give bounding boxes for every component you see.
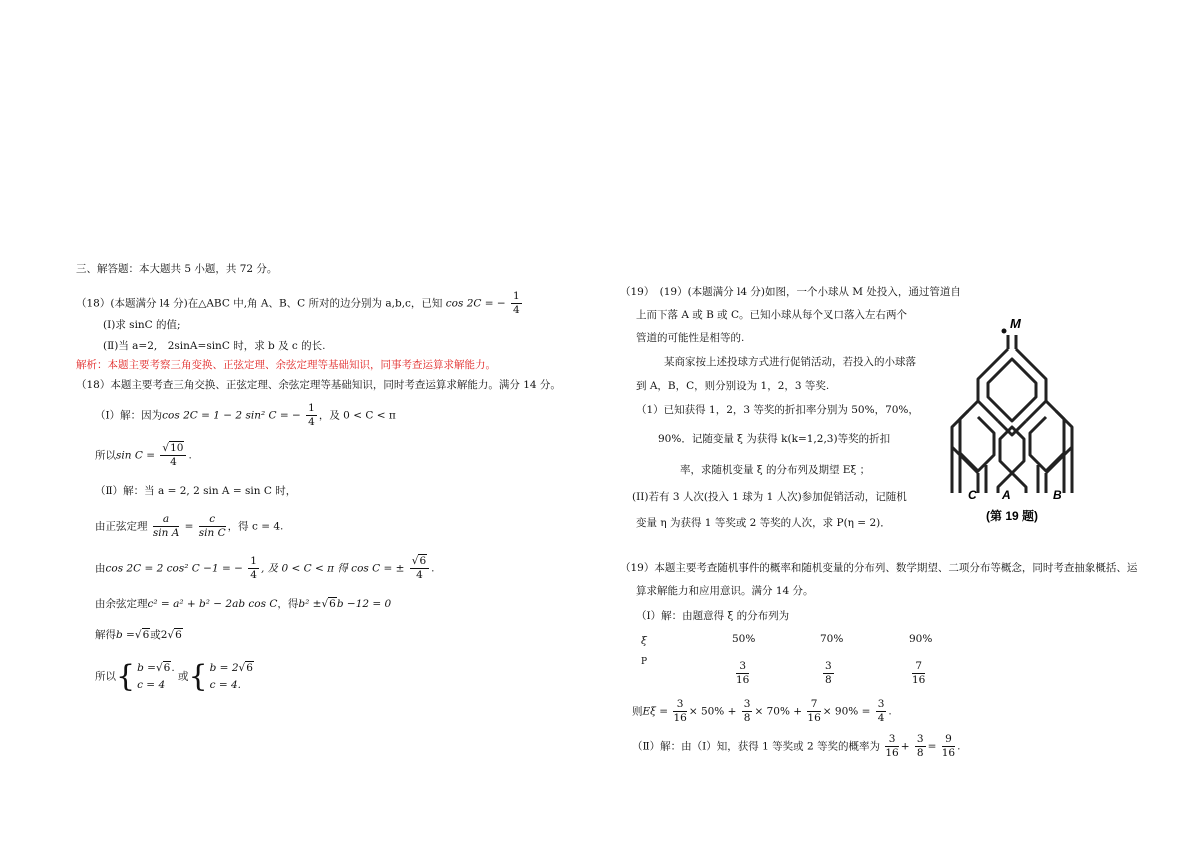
q19-line8: 率，求随机变量 ξ 的分布列及期望 Eξ ； xyxy=(680,464,871,476)
fraction: $\frac{1}{4}$ xyxy=(513,290,520,316)
q18-intro: （18）(本题满分 l4 分)在△ABC 中,角 A、B、C 所对的边分别为 a,b,c，已知 cos 2C = − $\frac{1}{4}$ xyxy=(76,290,520,316)
pipe-figure xyxy=(938,315,1090,530)
table-prob: $\frac{3}{8}$ xyxy=(825,660,832,686)
q19-solution-part1: （Ⅰ）解：由题意得 ξ 的分布列为 xyxy=(636,610,790,622)
svg-text:(第 19 题): (第 19 题) xyxy=(986,509,1039,523)
q18-step5: 由cos 2C = 2 cos² C −1 = − $\frac{1}{4}$ , 及 0 < C < π 得 cos C = ± $\frac{√6}{4}$ . xyxy=(95,555,435,581)
table-value: 50% xyxy=(732,633,756,645)
svg-text:B: B xyxy=(1053,488,1062,502)
q18-step7: 解得b =√6或2√6 xyxy=(95,629,182,641)
q19-line5: 到 A，B，C，则分别设为 1，2，3 等奖. xyxy=(636,380,830,392)
q18-step3: （Ⅱ）解：当 a = 2, 2 sin A = sin C 时， xyxy=(95,485,297,497)
table-value: 90% xyxy=(909,633,933,645)
q18-step6: 由余弦定理c² = a² + b² − 2ab cos C，得b² ±√6b −12 = 0 xyxy=(95,598,392,610)
svg-text:A: A xyxy=(1002,488,1011,502)
q19-solution-part2: （Ⅱ）解：由（Ⅰ）知，获得 1 等奖或 2 等奖的概率为 $\frac{3}{16}$ + $\frac{3}{8}$ = $\frac{9}{16}$ . xyxy=(632,733,961,759)
q19-line4: 某商家按上述投球方式进行促销活动，若投入的小球落 xyxy=(664,356,916,368)
table-prob: $\frac{3}{16}$ xyxy=(736,660,750,686)
q19-line9: (II)若有 3 人次(投入 1 球为 1 人次)参加促销活动，记随机 xyxy=(632,491,907,503)
q18-solution-intro: （18）本题主要考查三角交换、正弦定理、余弦定理等基础知识，同时考查运算求解能力。满分 14 分。 xyxy=(76,379,561,391)
svg-text:C: C xyxy=(968,488,977,502)
svg-text:M: M xyxy=(1010,316,1021,331)
q18-step1: （Ⅰ）解：因为cos 2C = 1 − 2 sin² C = − $\frac{1}{4}$ ，及 0 < C < π xyxy=(95,402,396,428)
q18-analysis: 解析：本题主要考察三角变换、正弦定理、余弦定理等基础知识，同事考查运算求解能力。 xyxy=(76,359,496,371)
q19-expectation: 则Eξ = $\frac{3}{16}$ × 50% + $\frac{3}{8}$ × 70% + $\frac{7}{16}$ × 90% = $\frac{3}{4}$ . xyxy=(632,698,892,724)
table-prob: $\frac{7}{16}$ xyxy=(912,660,926,686)
section-header: 三、解答题：本大题共 5 小题，共 72 分。 xyxy=(76,263,278,275)
q19-solution-intro: （19）本题主要考查随机事件的概率和随机变量的分布列、数学期望、二项分布等概念，同时考查抽象概括、运 xyxy=(620,562,1138,574)
q19-line2: 上而下落 A 或 B 或 C。已知小球从每个叉口落入左右两个 xyxy=(636,309,908,321)
q19-line10: 变量 η 为获得 1 等奖或 2 等奖的人次，求 P(η = 2)． xyxy=(636,517,891,529)
q19-line6: （1）已知获得 1，2，3 等奖的折扣率分别为 50%，70%， xyxy=(636,404,919,416)
q18-part2: (Ⅱ)当 a=2, 2sinA=sinC 时，求 b 及 c 的长. xyxy=(103,340,326,352)
q19-line3: 管道的可能性是相等的. xyxy=(636,332,745,344)
q19-solution-intro2: 算求解能力和应用意识。满分 14 分。 xyxy=(636,585,814,597)
q18-step2: 所以sin C = $\frac{√10}{4}$ . xyxy=(95,442,192,468)
table-row-label-xi: ξ xyxy=(641,635,647,647)
table-row-label-p: P xyxy=(641,657,648,667)
q19-line1: （19） (19）(本题满分 l4 分)如图，一个小球从 M 处投入，通过管道自 xyxy=(620,286,961,298)
q18-step8: 所以{ b =√6. c = 4 或{ b = 2√6 c = 4. xyxy=(95,659,253,694)
table-value: 70% xyxy=(820,633,844,645)
q18-part1: (I)求 sinC 的值; xyxy=(103,319,181,331)
q19-line7: 90%．记随变量 ξ 为获得 k(k=1,2,3)等奖的折扣 xyxy=(658,433,891,445)
q18-step4: 由正弦定理 $\frac{a}{\text{sin A}}$ = $\frac{c}{\text{sin C}}$ ，得 c = 4. xyxy=(95,513,284,539)
